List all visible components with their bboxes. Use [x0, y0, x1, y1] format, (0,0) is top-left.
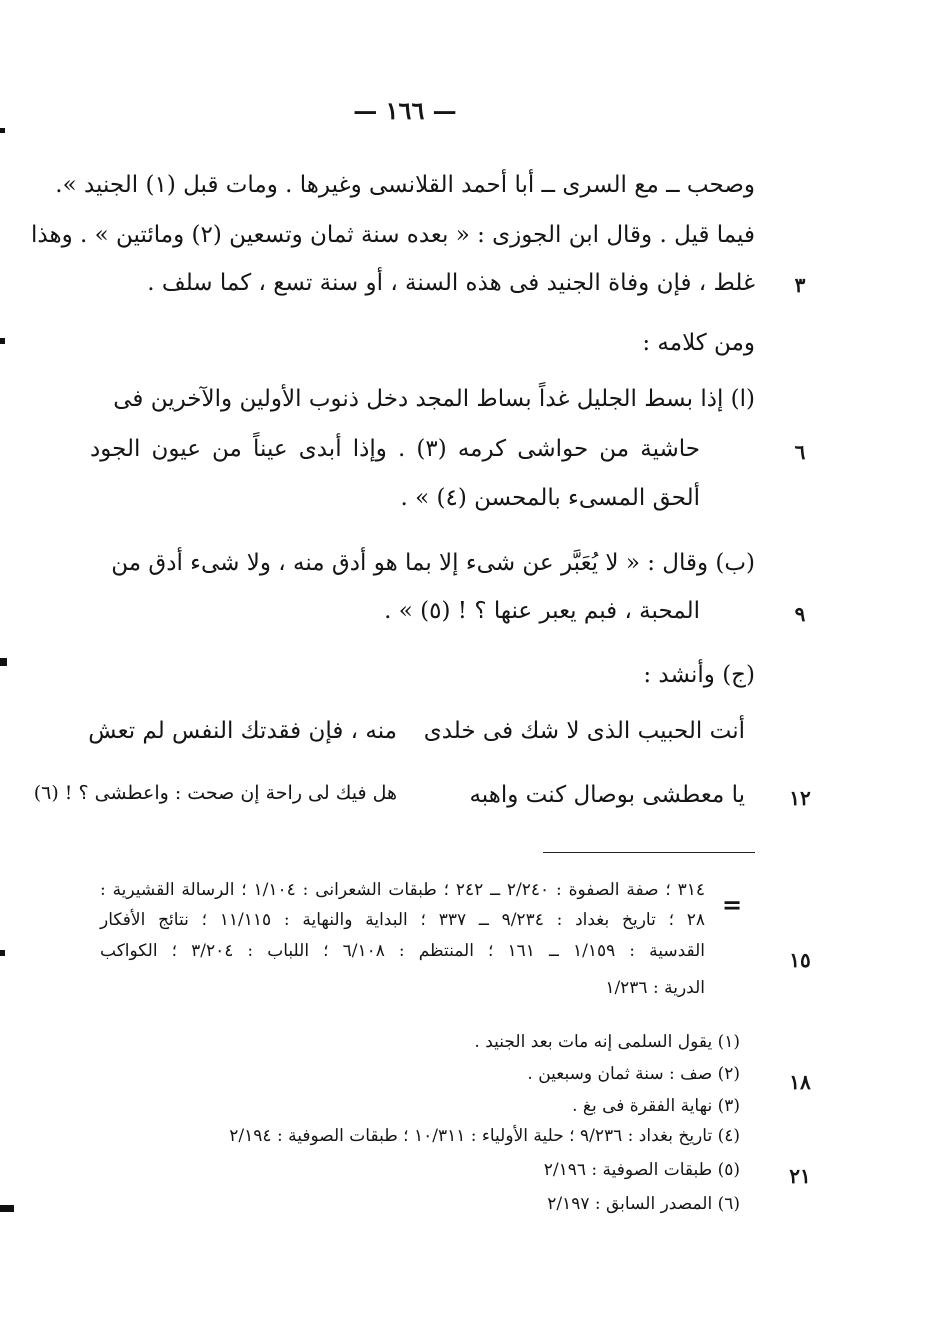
footnote-1: (١) يقول السلمى إنه مات بعد الجنيد .	[474, 1032, 740, 1052]
verse-1-second-hemistich: منه ، فإن فقدتك النفس لم تعش	[88, 718, 397, 744]
verse-2-second-hemistich: هل فيك لى راحة إن صحت : واعطشى ؟ ! (٦)	[33, 782, 397, 804]
footnote-separator	[543, 852, 755, 853]
continuation-marker: =	[722, 890, 743, 919]
body-line-9: المحبة ، فبم يعبر عنها ؟ ! (٥) » .	[384, 598, 700, 624]
body-line-3: غلط ، فإن وفاة الجنيد فى هذه السنة ، أو سنة تسع ، كما سلف .	[147, 270, 755, 296]
body-line-2: فيما قيل . وقال ابن الجوزى : « بعده سنة ثمان وتسعين (٢) ومائتين » . وهذا	[30, 222, 755, 248]
body-line-10: (ج) وأنشد :	[643, 662, 755, 688]
scan-edge-mark	[0, 658, 7, 666]
scan-edge-mark	[0, 1205, 14, 1212]
footnote-5: (٥) طبقات الصوفية : ٢/١٩٦	[543, 1160, 740, 1180]
page-number: — ١٦٦ —	[353, 96, 457, 125]
line-number-6: ٦	[794, 440, 806, 464]
ref-line-3: القدسية : ١/١٥٩ ــ ١٦١ ؛ المنتظم : ٦/١٠٨ ؛ اللباب : ٣/٢٠٤ ؛ الكواكب	[100, 941, 706, 961]
verse-2-first-hemistich: يا معطشى بوصال كنت واهبه	[469, 782, 745, 808]
scan-edge-mark	[0, 128, 5, 133]
line-number-18: ١٨	[789, 1070, 811, 1094]
line-number-9: ٩	[794, 602, 806, 626]
ref-line-4: الدرية : ١/٢٣٦	[605, 978, 705, 998]
body-line-1: وصحب ــ مع السرى ــ أبا أحمد القلانسى وغيرها . ومات قبل (١) الجنيد ».	[55, 172, 755, 198]
body-line-5: (ا) إذا بسط الجليل غداً بساط المجد دخل ذنوب الأولين والآخرين فى	[113, 386, 755, 412]
scan-edge-mark	[0, 950, 5, 956]
line-number-15: ١٥	[789, 948, 811, 972]
line-number-21: ٢١	[789, 1164, 811, 1188]
body-line-6: حاشية من حواشى كرمه (٣) . وإذا أبدى عيناً من عيون الجود	[90, 436, 701, 462]
body-line-8: (ب) وقال : « لا يُعَبَّر عن شىء إلا بما هو أدق منه ، ولا شىء أدق من	[111, 550, 755, 576]
section-heading: ومن كلامه :	[642, 330, 755, 356]
line-number-3: ٣	[794, 273, 806, 297]
footnote-2: (٢) صف : سنة ثمان وسبعين .	[527, 1064, 740, 1084]
ref-line-2: ٢٨ ؛ تاريخ بغداد : ٩/٢٣٤ ــ ٣٣٧ ؛ البداية والنهاية : ١١/١١٥ ؛ نتائج الأفكار	[100, 910, 705, 930]
footnote-4: (٤) تاريخ بغداد : ٩/٢٣٦ ؛ حلية الأولياء : ١٠/٣١١ ؛ طبقات الصوفية : ٢/١٩٤	[229, 1126, 740, 1146]
verse-1-first-hemistich: أنت الحبيب الذى لا شك فى خلدى	[423, 718, 745, 744]
scan-edge-mark	[0, 338, 5, 344]
footnote-3: (٣) نهاية الفقرة فى بغ .	[572, 1096, 740, 1116]
body-line-7: ألحق المسىء بالمحسن (٤) » .	[400, 485, 700, 511]
ref-line-1: ٣١٤ ؛ صفة الصفوة : ٢/٢٤٠ ــ ٢٤٢ ؛ طبقات الشعرانى : ١/١٠٤ ؛ الرسالة القشيرية :	[100, 880, 706, 900]
line-number-12: ١٢	[789, 786, 811, 810]
footnote-6: (٦) المصدر السابق : ٢/١٩٧	[547, 1194, 740, 1214]
